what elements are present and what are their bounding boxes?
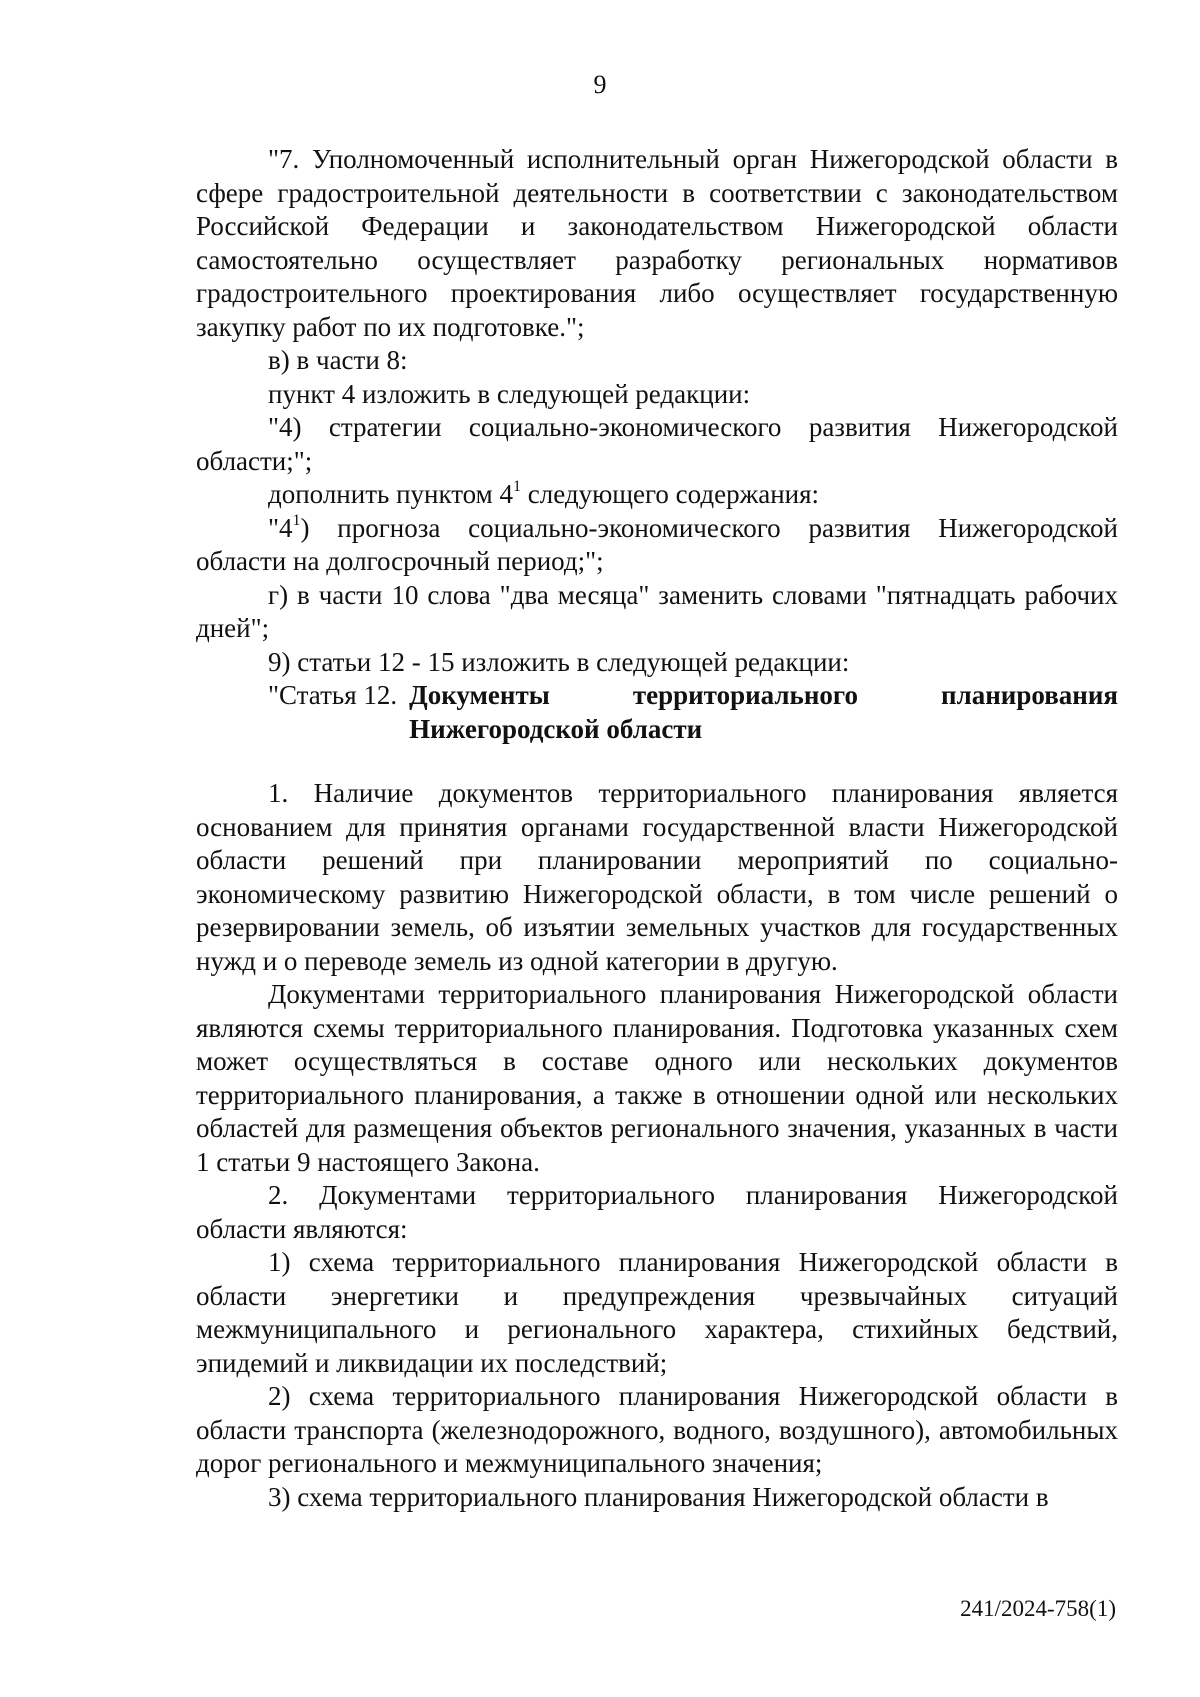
paragraph: 2. Документами территориального планирования Нижегородской области являются: — [196, 1180, 1118, 1244]
paragraph-text: следующего содержания: — [521, 479, 820, 509]
article-title-line: Нижегородской области — [409, 713, 703, 744]
page-number: 9 — [593, 70, 607, 99]
paragraph: в) в части 8: — [268, 345, 408, 375]
paragraph: "4) стратегии социально-экономического развития Нижегородской области;"; — [196, 412, 1118, 476]
superscript: 1 — [513, 478, 521, 495]
paragraph-text: дополнить пунктом 4 — [268, 479, 513, 509]
article-heading — [196, 679, 1118, 746]
document-code: 241/2024-758(1) — [960, 1596, 1116, 1621]
paragraph-text: ) прогноза социально-экономического развития Нижегородской области на долгосрочный период;"; — [196, 512, 1118, 576]
paragraph: пункт 4 изложить в следующей редакции: — [268, 378, 751, 409]
paragraph: г) в части 10 слова "два месяца" заменить словами "пятнадцать рабочих дней"; — [196, 579, 1118, 643]
article-title — [409, 679, 1118, 746]
paragraph: Документами территориального планирования Нижегородской области являются схемы территориального планирования. Подготовка указанных схем может осуществляться в составе одного или нескольких документов территориального планирования, а также в отношении одной или нескольких областей для размещения объектов регионального значения, указанных в части 1 статьи 9 настоящего Закона. — [196, 979, 1118, 1177]
paragraph: 2) схема территориального планирования Нижегородской области в области транспорта (железнодорожного, водного, воздушного), автомобильных дорог регионального и межмуниципального значения; — [196, 1381, 1118, 1478]
paragraph: "7. Уполномоченный исполнительный орган Нижегородской области в сфере градостроительной деятельности в соответствии с законодательством Российской Федерации и законодательством Нижегородской области самостоятельно осуществляет разработку региональных нормативов градостроительного проектирования либо осуществляет государственную закупку работ по их подготовке."; — [196, 144, 1118, 342]
superscript: 1 — [292, 511, 301, 529]
article-number: "Статья 12. — [268, 680, 398, 710]
paragraph: 9) статьи 12 - 15 изложить в следующей редакции: — [268, 646, 850, 677]
paragraph: 3) схема территориального планирования Нижегородской области в — [268, 1481, 1049, 1512]
paragraph — [196, 478, 1118, 512]
document-body — [196, 143, 1118, 1514]
paragraph — [196, 512, 1118, 579]
spacer — [196, 746, 1118, 777]
paragraph: 1) схема территориального планирования Нижегородской области в области энергетики и предупреждения чрезвычайных ситуаций межмуниципального и регионального характера, стихийных бедствий, эпидемий и ликвидации их последствий; — [196, 1247, 1118, 1378]
paragraph-text: "4 — [268, 512, 293, 543]
paragraph: 1. Наличие документов территориального планирования является основанием для принятия органами государственной власти Нижегородской области решений при планировании мероприятий по социально-экономическому развитию Нижегородской области, в том числе решений о резервировании земель, об изъятии земельных участков для государственных нужд и о переводе земель из одной категории в другую. — [196, 778, 1118, 976]
article-title-line: Документы территориального планирования — [409, 680, 1118, 710]
